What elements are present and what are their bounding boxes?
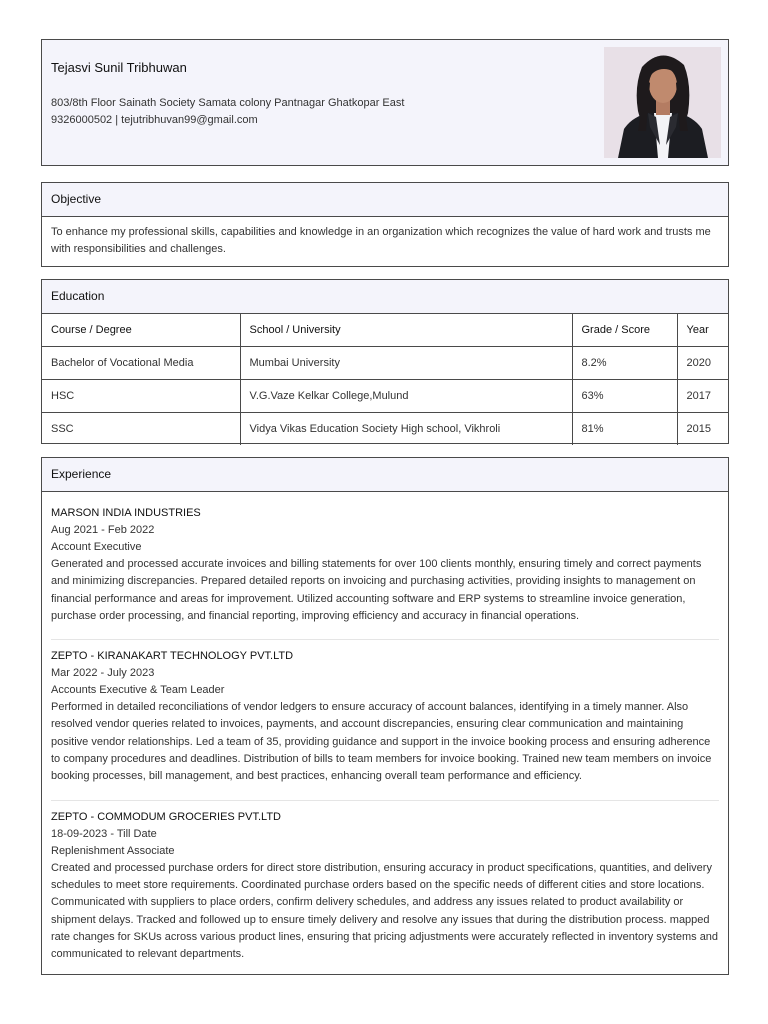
- column-header-grade: Grade / Score: [572, 314, 677, 346]
- job-dates: Mar 2022 - July 2023: [51, 667, 155, 680]
- job-entry: [42, 809, 728, 964]
- table-row: [42, 379, 728, 412]
- school-cell: Mumbai University: [240, 346, 572, 379]
- job-dates: 18-09-2023 - Till Date: [51, 827, 157, 840]
- job-role: Accounts Executive & Team Leader: [51, 684, 225, 697]
- table-row: [42, 346, 728, 379]
- course-cell: Bachelor of Vocational Media: [42, 346, 240, 379]
- job-role: Account Executive: [51, 541, 142, 553]
- education-header-row: [42, 314, 728, 346]
- experience-title: Experience: [42, 458, 728, 492]
- profile-photo-illustration: [604, 47, 721, 158]
- job-description: Created and processed purchase orders for direct store distribution, ensuring accuracy in product specifications, quantities, and delivery schedules to meet store requirements. Coordinated purchase orders based on the specific needs of different cities and store locations. Communicated with suppliers to place orders, confirm delivery schedules, and address any issues related to product availability or shipment delays. Tracked and followed up to ensure timely delivery and resolve any issues that during the distribution process. mapped rate changes for SKUs across various product lines, ensuring that pricing adjustments were accurately reflected in inventory systems and communicated to relevant departments.: [51, 861, 719, 961]
- candidate-name: Tejasvi Sunil Tribhuwan: [51, 60, 187, 75]
- job-company: MARSON INDIA INDUSTRIES: [51, 507, 201, 519]
- school-cell: V.G.Vaze Kelkar College,Mulund: [240, 379, 572, 412]
- grade-cell: 81%: [572, 412, 677, 445]
- job-divider: [51, 800, 719, 801]
- year-cell: 2020: [677, 346, 728, 379]
- job-divider: [51, 639, 719, 640]
- column-header-course: Course / Degree: [42, 314, 240, 346]
- job-entry: [42, 505, 728, 625]
- course-cell: HSC: [42, 379, 240, 412]
- column-header-year: Year: [677, 314, 728, 346]
- job-entry: [42, 648, 728, 785]
- job-dates: Aug 2021 - Feb 2022: [51, 524, 155, 536]
- profile-photo: [604, 47, 721, 158]
- objective-title: Objective: [42, 183, 728, 217]
- table-row: [42, 412, 728, 445]
- course-cell: SSC: [42, 412, 240, 445]
- education-section: [41, 279, 729, 444]
- job-role: Replenishment Associate: [51, 844, 175, 857]
- job-description: Generated and processed accurate invoices and billing statements for over 100 clients monthly, ensuring timely and correct payments and minimizing discrepancies. Prepared detailed reports on invoicing and purchasing activities, providing insights to management on financial performance and areas for improvement. Utilized accounting software and ERP systems to streamline invoice generation, purchase order processing, and financial reporting, improving efficiency and accuracy in financial operations.: [51, 558, 702, 622]
- candidate-address: 803/8th Floor Sainath Society Samata colony Pantnagar Ghatkopar East: [51, 97, 405, 109]
- job-company: ZEPTO - COMMODUM GROCERIES PVT.LTD: [51, 810, 281, 823]
- job-company: ZEPTO - KIRANAKART TECHNOLOGY PVT.LTD: [51, 650, 294, 663]
- objective-section: [41, 182, 729, 267]
- objective-text: To enhance my professional skills, capabilities and knowledge in an organization which recognizes the value of hard work and trusts me with responsibilities and challenges.: [51, 226, 711, 255]
- resume-header: [41, 39, 729, 166]
- job-description: Performed in detailed reconciliations of vendor ledgers to ensure accuracy of account balances, identifying in a timely manner. Also resolved vendor queries related to invoices, payments, and account discrepancies, ensuring clear communication and maintaining positive vendor relationships. Led a team of 35, providing guidance and support in the invoice booking process and ensuring adherence to company procedures and deadlines. Distribution of bills to team members for invoice booking. Trained new team members on invoice booking processes, bill management, and best practices, enhancing overall team performance and efficiency.: [51, 701, 712, 783]
- experience-section: [41, 457, 729, 975]
- year-cell: 2015: [686, 422, 711, 435]
- school-cell: Vidya Vikas Education Society High school, Vikhroli: [240, 412, 572, 445]
- education-title: Education: [42, 280, 728, 314]
- candidate-contact: 9326000502 | tejutribhuvan99@gmail.com: [51, 114, 258, 126]
- year-cell: 2017: [677, 379, 728, 412]
- education-table: [42, 314, 728, 445]
- column-header-school: School / University: [240, 314, 572, 346]
- grade-cell: 63%: [572, 379, 677, 412]
- grade-cell: 8.2%: [572, 346, 677, 379]
